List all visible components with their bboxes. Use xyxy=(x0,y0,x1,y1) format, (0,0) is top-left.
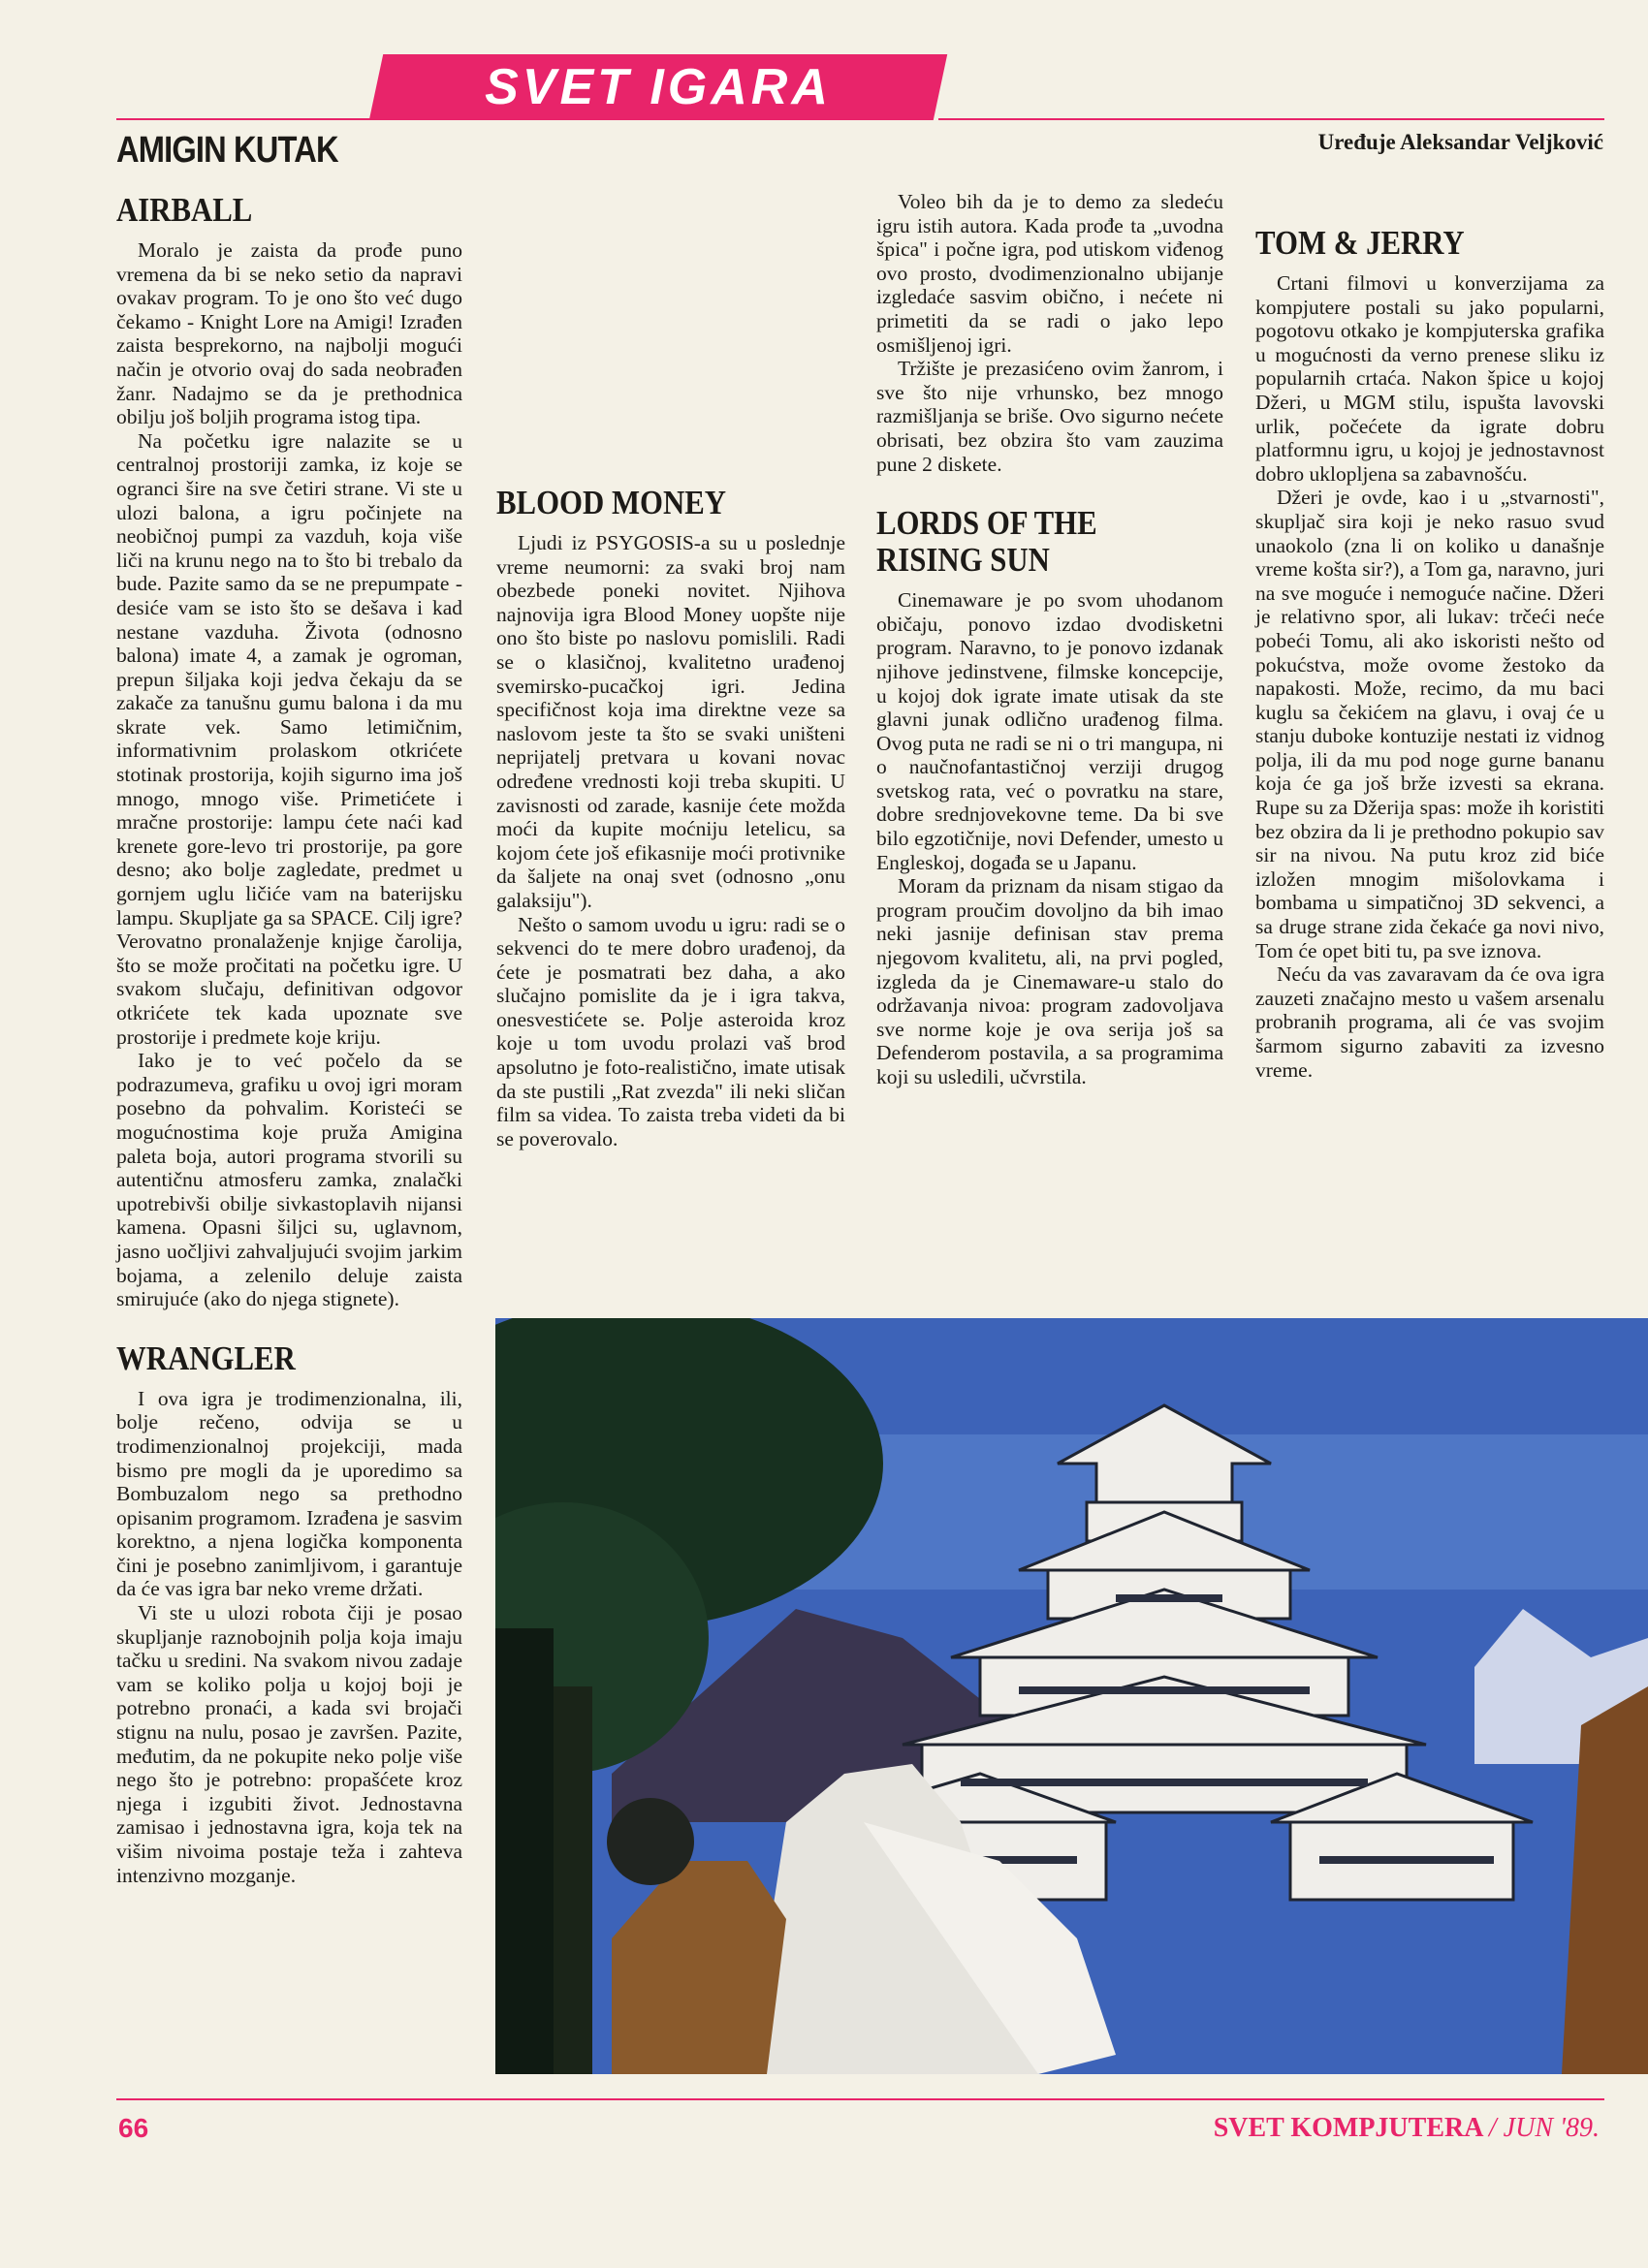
magazine-footer xyxy=(1214,2113,1600,2144)
wrangler-paragraph: Vi ste u ulozi robota čiji je posao skupljanje raznobojnih polja koja imaju tačku u sredini. Na svakom nivou zadaje vam se koliko polja u kojoj boji je potrebno pronaći, a kada svi brojači stignu na nulu, posao je završen. Pazite, međutim, da ne pokupite neko polje više nego što je potrebno: propašćete kroz njega i izgubiti život. Jednostavna zamisao i jednostavna igra, koja tek na višim nivoima postaje teža i zahteva intenzivno mozganje. xyxy=(116,1601,462,1887)
page-number: 66 xyxy=(118,2113,149,2143)
tom-jerry-title: TOM & JERRY xyxy=(1255,224,1465,262)
lords-paragraph: Cinemaware je po svom uhodanom običaju, ponovo izdao dvodisketni program. Naravno, to je ponovo izdanak njihove jedinstvene, filmske koncepcije, u kojoj dok igrate imate utisak da ste glavni junak odlično urađenog filma. Ovog puta ne radi se ni o tri mangupa, ni o naučnofantastičnoj verziji drugog svetskog rata, već o povratku na stare, dobre srednjovekovne teme. Da bi sve bilo egzotičnije, novi Defender, umesto u Engleskoj, događa se u Japanu. xyxy=(876,588,1223,874)
column-1 xyxy=(116,192,462,1887)
column-title: AMIGIN KUTAK xyxy=(116,130,338,171)
section-title: SVET IGARA xyxy=(485,59,832,115)
header-rule-left xyxy=(116,118,378,120)
wrangler-paragraph: I ova igra je trodimenzionalna, ili, bolje rečeno, odvija se u trodimenzionalnoj projekciji, mada bismo pre mogli da je uporedimo sa Bombuzalom nego sa prethodno opisanim programom. Izrađena je sasvim korektno, a njena logička komponenta čini je posebno zanimljivom, i garantuje da će vas igra bar neko vreme držati. xyxy=(116,1386,462,1601)
airball-title: AIRBALL xyxy=(116,191,253,229)
footer-rule xyxy=(116,2098,1604,2100)
blood-money-title: BLOOD MONEY xyxy=(496,484,727,521)
tom-jerry-paragraph: Crtani filmovi u konverzijama za kompjutere postali su jako popularni, pogotovu otkako je kompjuterska grafika u mogućnosti da verno prenese sliku iz popularnih crtaća. Nakon špice u kojoj Džeri, u MGM stilu, ispušta lavovski urlik, počećete da igrate dobru platformnu igru, u kojoj je jednostavnost dobro uklopljena sa zabavnošću. xyxy=(1255,271,1604,486)
column-2 xyxy=(496,485,845,1150)
tom-jerry-paragraph: Neću da vas zavaravam da će ova igra zauzeti značajno mesto u vašem arsenalu probranih programa, ali će vas svojim šarmom sigurno zabaviti za izvesno vreme. xyxy=(1255,962,1604,1082)
column-4 xyxy=(1255,225,1604,1082)
blood-money-paragraph: Ljudi iz PSYGOSIS-a su u poslednje vreme neumorni: za svaki broj nam obezbede poneki novitet. Njihova najnovija igra Blood Money uopšte nije ono što biste po naslovu pomislili. Radi se o klasičnoj, kvalitetno urađenoj svemirsko-pucačkoj igri. Jedina specifičnost koja ima direktne veze sa naslovom jeste ta što se svaki uništeni neprijatelj pretvara u kovani novac određene vrednosti koji treba skupiti. U zavisnosti od zarade, kasnije ćete možda moći da kupite moćniju letelicu, sa kojom ćete još efikasnije moći protivnike da šaljete na onaj svet (odnosno „onu galaksiju"). xyxy=(496,531,845,912)
tom-jerry-paragraph: Džeri je ovde, kao i u „stvarnosti", skupljač sira koji je neko rasuo svud unaokolo (zna li on koliko u današnje vreme košta sir?), a Tom ga, naravno, juri na sve moguće i nemoguće načine. Džeri je relativno spor, ali lukav: trčeći neće pobeći Tomu, ali ako iskoristi nešto od pokućstva, može ovome žestoko da napakosti. Može, recimo, da mu baci kuglu sa čekićem na glavu, i ovaj će u stanju duboke kontuzije nestati iz vidnog polja, ili da mu pod noge gurne bananu koja će ga još brže izvesti sa ekrana. Rupe su za Džerija spas: može ih koristiti bez obzira da li je prethodno pokupio sav sir na nivou. Na putu kroz zid biće izložen mnogim mišolovkama i bombama u simpatičnoj 3D sekvenci, a sa druge strane zida čekaće ga novi nivo, Tom će opet biti tu, pa sve iznova. xyxy=(1255,486,1604,962)
header-rule-right xyxy=(938,118,1604,120)
editor-credit: Uređuje Aleksandar Veljković xyxy=(1317,130,1603,154)
airball-paragraph: Moralo je zaista da prođe puno vremena da bi se neko setio da napravi ovakav program. To je ono što već dugo čekamo - Knight Lore na Amigi! Izrađen zaista besprekorno, na najbolji mogući način je otvorio ovaj do sada neobrađen žanr. Nadajmo se da je prethodnica obilju još boljih programa istog tipa. xyxy=(116,238,462,429)
wrangler-title: WRANGLER xyxy=(116,1339,296,1377)
blood-money-paragraph: Tržište je prezasićeno ovim žanrom, i sve što nije vrhunsko, bez mnogo razmišljanja se briše. Ovo sigurno nećete obrisati, bez obzira što vam zauzima pune 2 diskete. xyxy=(876,357,1223,476)
airball-paragraph: Na početku igre nalazite se u centralnoj prostoriji zamka, iz koje se ogranci šire na sve četiri strane. Vi ste u ulozi balona, a igru počinjete na neobičnoj pumpi za vazduh, koja više liči na krunu nego na to što bi trebalo da bude. Pazite samo da se ne prepumpate - desiće vam se isto što se dešava i kad nestane vazduha. Života (odnosno balona) imate 4, a zamak je ogroman, prepun šiljaka koji jedva čekaju da se zakače za tanušnu gumu balona i da mu skrate vek. Samo letimičnim, informativnim prolaskom otkrićete stotinak prostorija, kojih sigurno ima još mnogo, mnogo više. Primetićete i mračne prostorije: lampu ćete naći kad krenete gore-levo tri prostorije, pa gore desno; ako bolje zagledate, predmet u gornjem uglu ličiće vam na baterijsku lampu. Skupljate ga sa SPACE. Cilj igre? Verovatno pronalaženje knjige čarolija, što se može pročitati na početku igre. U svakom slučaju, definitivan odgovor otkrićete tek kada upoznate sve prostorije i predmete koje kriju. xyxy=(116,428,462,1049)
game-screenshot-lords-of-the-rising-sun xyxy=(495,1318,1648,2074)
magazine-name: SVET KOMPJUTERA xyxy=(1213,2113,1482,2143)
airball-paragraph: Iako je to već počelo da se podrazumeva, grafiku u ovoj igri moram posebno da pohvalim. Koristeći se mogućnostima koje pruža Amigina paleta boja, autori programa stvorili su autentičnu atmosferu zamka, znalački upotrebivši obilje sivkastoplavih nijansi kamena. Opasni šiljci su, uglavnom, jasno uočljivi zahvaljujući svojim jarkim bojama, a zelenilo deluje zaista smirujuće (ako do njega stignete). xyxy=(116,1049,462,1311)
lords-paragraph: Moram da priznam da nisam stigao da program proučim dovoljno da bih imao neki jasnije definisan stav prema njegovom kvalitetu, ali, na prvi pogled, izgleda da je Cinemaware-u stalo do održavanja nivoa: program zadovoljava sve norme koje je ova serija još sa Defenderom postavila, a sa programima koji su usledili, učvrstila. xyxy=(876,874,1223,1088)
lords-title: LORDS OF THE RISING SUN xyxy=(876,504,1097,580)
issue-date: / JUN '89. xyxy=(1488,2113,1600,2143)
blood-money-paragraph: Voleo bih da je to demo za sledeću igru istih autora. Kada prođe ta „uvodna špica" i počne igra, pod utiskom viđenog ovo prosto, dvodimenzionalno ubijanje izgledaće sasvim obično, i nećete ni primetiti da se radi o jako lepo osmišljenoj igri. xyxy=(876,190,1223,357)
column-3 xyxy=(876,190,1223,1089)
blood-money-paragraph: Nešto o samom uvodu u igru: radi se o sekvenci do te mere dobro urađenoj, da ćete je posmatrati bez daha, a ako slučajno pomislite da je i igra takva, onesvestićete se. Polje asteroida kroz koje u tom uvodu prolazi vaš brod apsolutno je foto-realistično, imate utisak da ste pustili „Rat zvezda" ili neki sličan film sa videa. To zaista treba videti da bi se poverovalo. xyxy=(496,912,845,1150)
